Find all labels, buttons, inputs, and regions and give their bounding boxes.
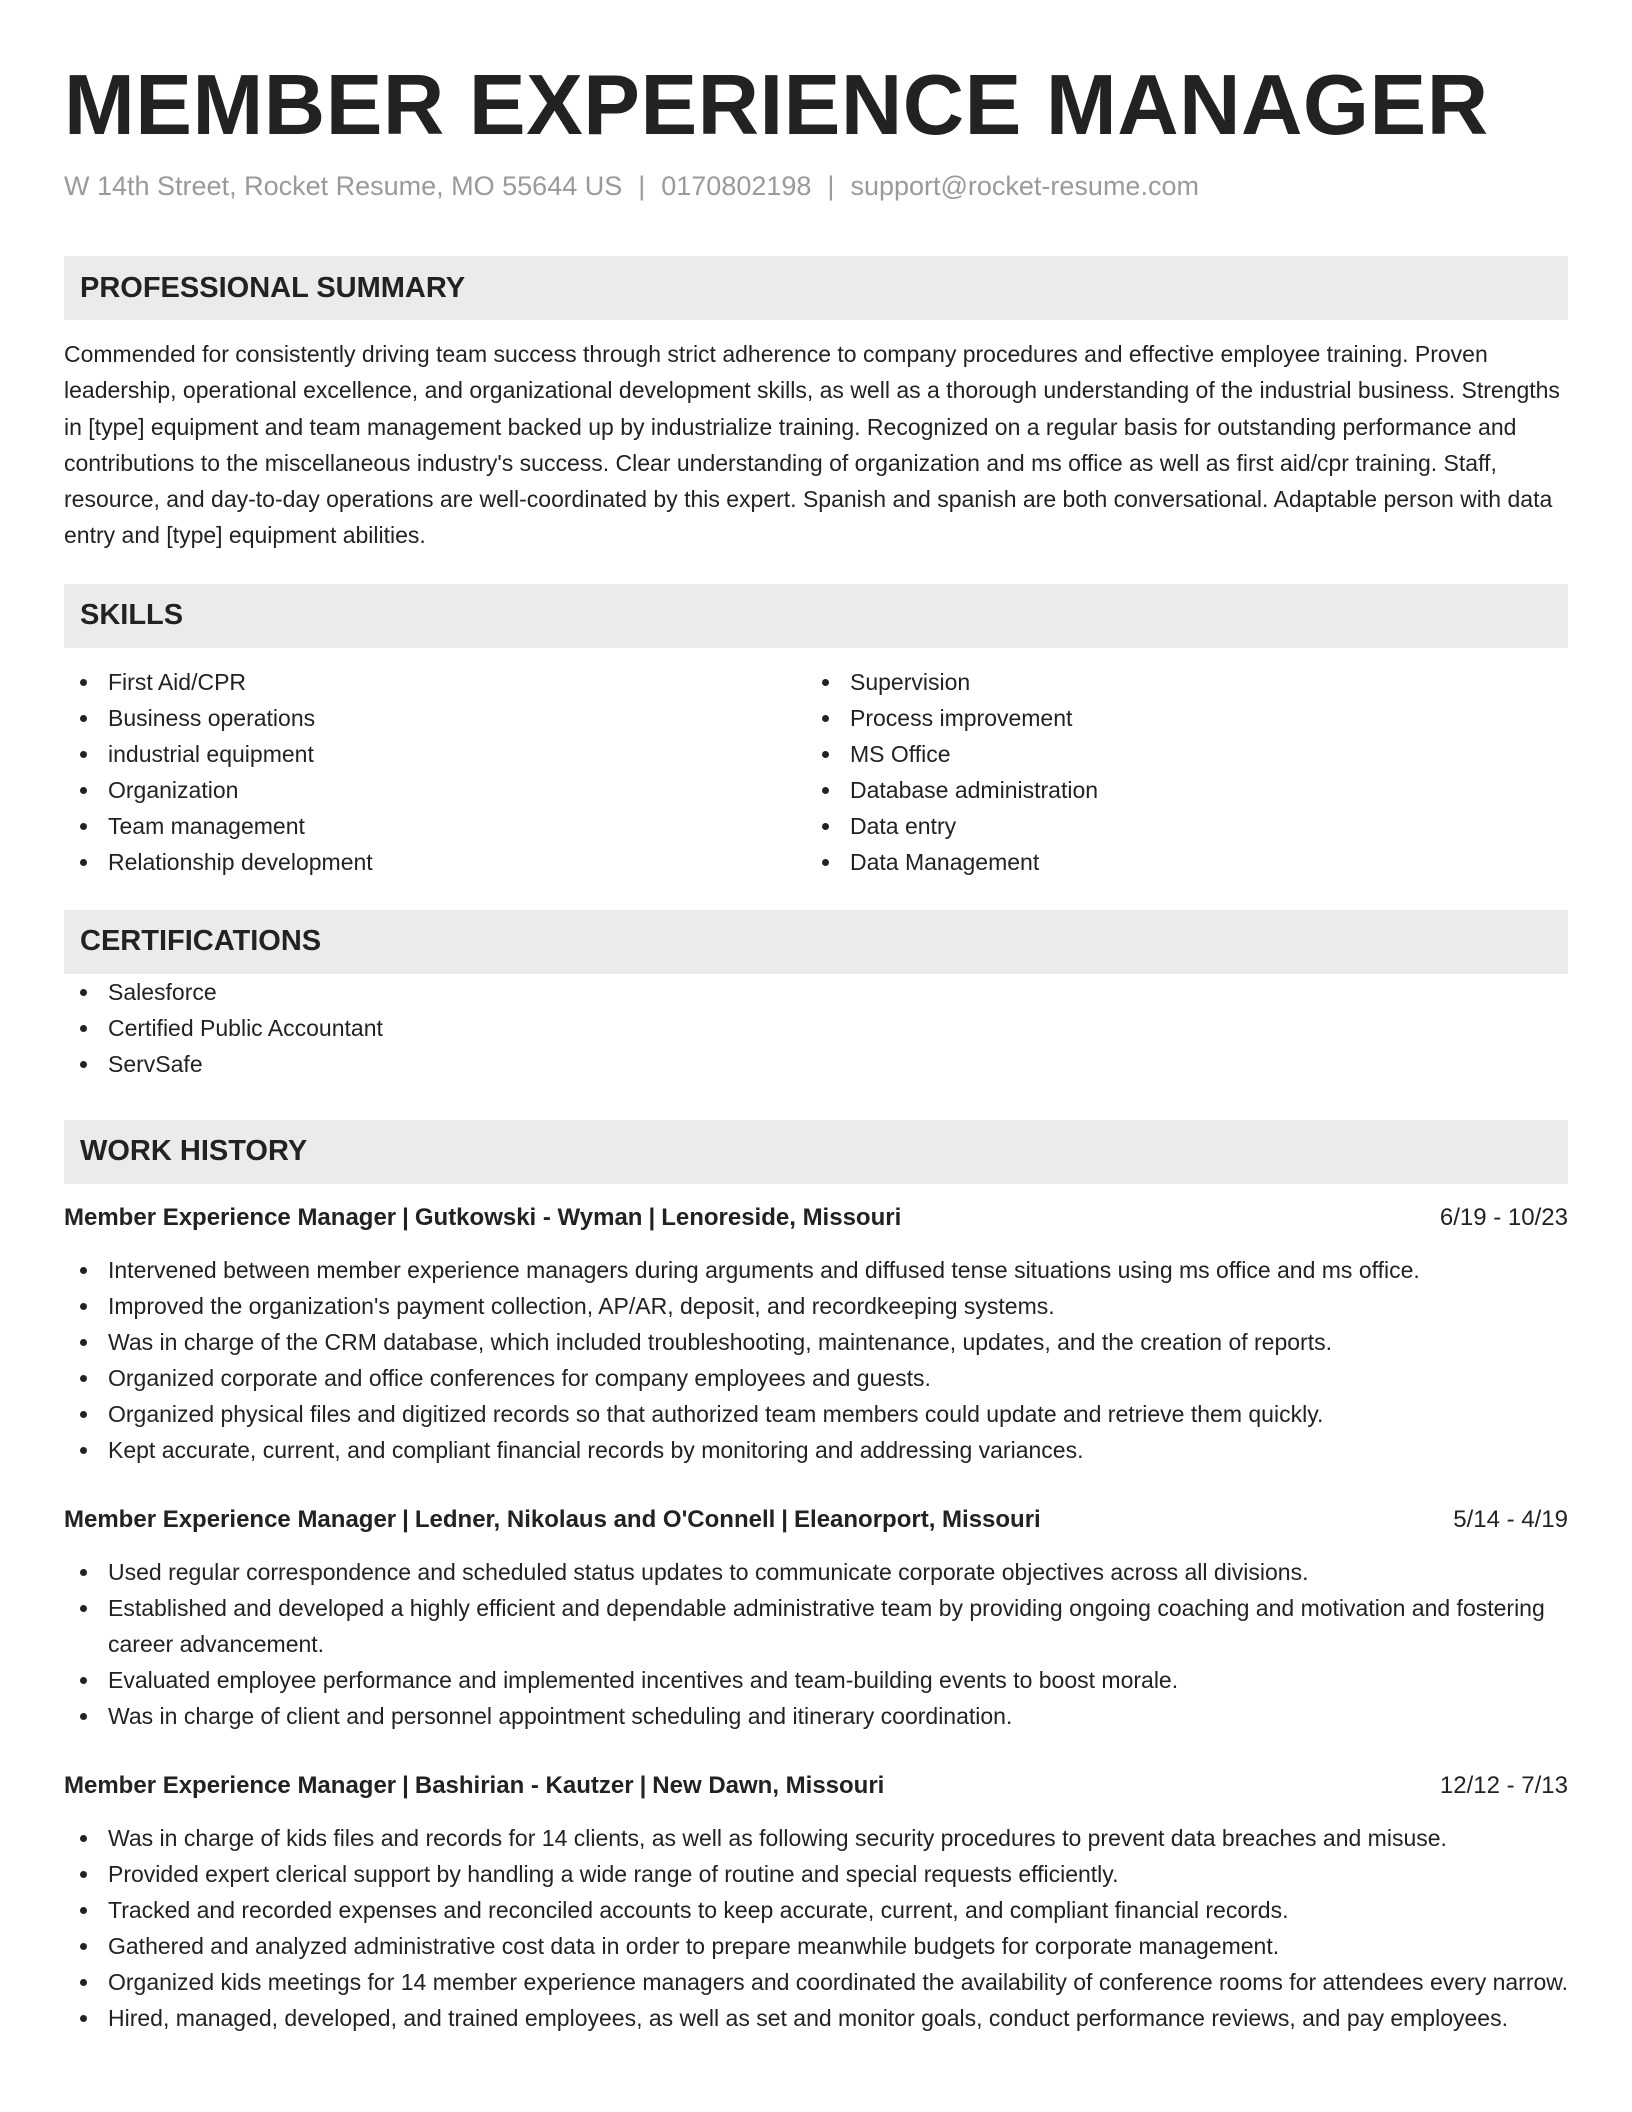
- job-bullet: Evaluated employee performance and implemented incentives and team-building events to boost morale.: [64, 1662, 1568, 1698]
- job-role: Member Experience Manager: [64, 1505, 397, 1533]
- job-bullet: Hired, managed, developed, and trained employees, as well as set and monitor goals, conduct performance reviews, and pay employees.: [64, 2000, 1568, 2036]
- job-bullet: Kept accurate, current, and compliant financial records by monitoring and addressing variances.: [64, 1432, 1568, 1468]
- job-location: Lenoreside, Missouri: [661, 1203, 902, 1231]
- job-heading: [64, 1200, 1568, 1236]
- job-bullet: Improved the organization's payment collection, AP/AR, deposit, and recordkeeping systems.: [64, 1288, 1568, 1324]
- certification-item: ServSafe: [64, 1046, 1568, 1082]
- contact-email[interactable]: support@rocket-resume.com: [850, 171, 1199, 201]
- summary-text: Commended for consistently driving team success through strict adherence to company procedures and effective employee training. Proven leadership, operational excellence, and organizational development skills, as well as a thorough understanding of the industrial business. Strengths in [type] equipment and team management backed up by industrialize training. Recognized on a regular basis for outstanding performance and contributions to the miscellaneous industry's success. Clear understanding of organization and ms office as well as first aid/cpr training. Staff, resource, and day-to-day operations are well-coordinated by this expert. Spanish and spanish are both conversational. Adaptable person with data entry and [type] equipment abilities.: [64, 341, 1560, 549]
- skill-item: Organization: [64, 772, 806, 808]
- job-role: Member Experience Manager: [64, 1771, 397, 1799]
- job-bullet: Organized physical files and digitized records so that authorized team members could update and retrieve them quickly.: [64, 1396, 1568, 1432]
- resume-page: [64, 0, 1568, 2036]
- job-company: Gutkowski - Wyman: [414, 1203, 643, 1231]
- section-header-certifications: CERTIFICATIONS: [64, 910, 1568, 974]
- job-company: Bashirian - Kautzer: [414, 1771, 634, 1799]
- contact-separator: |: [827, 171, 835, 201]
- job-bullet: Was in charge of kids files and records for 14 clients, as well as following security procedures to prevent data breaches and misuse.: [64, 1820, 1568, 1856]
- skill-item: Process improvement: [806, 700, 1548, 736]
- job-title-line: [64, 1200, 901, 1236]
- skill-item: industrial equipment: [64, 736, 806, 772]
- skills-column-left: [64, 664, 806, 880]
- skill-item: First Aid/CPR: [64, 664, 806, 700]
- skill-item: Business operations: [64, 700, 806, 736]
- certification-item: Certified Public Accountant: [64, 1010, 1568, 1046]
- job-dates: 12/12 - 7/13: [1439, 1771, 1568, 1799]
- job-entry: [64, 1200, 1568, 1468]
- job-bullet: Tracked and recorded expenses and reconciled accounts to keep accurate, current, and compliant financial records.: [64, 1892, 1568, 1928]
- job-title-line: [64, 1502, 1041, 1538]
- job-separator: |: [402, 1771, 409, 1799]
- section-header-skills: SKILLS: [64, 584, 1568, 648]
- job-bullets: [64, 1554, 1568, 1734]
- skill-item: MS Office: [806, 736, 1548, 772]
- job-bullet: Organized corporate and office conferences for company employees and guests.: [64, 1360, 1568, 1396]
- skill-item: Supervision: [806, 664, 1548, 700]
- skill-item: Data Management: [806, 844, 1548, 880]
- contact-line: [64, 168, 1568, 204]
- job-bullet: Provided expert clerical support by handling a wide range of routine and special requests efficiently.: [64, 1856, 1568, 1892]
- job-dates: 5/14 - 4/19: [1453, 1505, 1568, 1533]
- job-company: Ledner, Nikolaus and O'Connell: [414, 1505, 776, 1533]
- certifications-list: [64, 974, 1568, 1082]
- job-separator: |: [648, 1203, 656, 1231]
- job-bullet: Established and developed a highly efficient and dependable administrative team by providing ongoing coaching and motivation and fostering career advancement.: [64, 1590, 1568, 1662]
- job-bullet: Gathered and analyzed administrative cost data in order to prepare meanwhile budgets for corporate management.: [64, 1928, 1568, 1964]
- job-role: Member Experience Manager: [64, 1203, 397, 1231]
- job-dates: 6/19 - 10/23: [1439, 1203, 1568, 1231]
- job-title-line: [64, 1768, 884, 1804]
- skill-item: Relationship development: [64, 844, 806, 880]
- section-header-work-history: WORK HISTORY: [64, 1120, 1568, 1184]
- job-heading: [64, 1768, 1568, 1804]
- contact-address: W 14th Street, Rocket Resume, MO 55644 US: [64, 171, 623, 201]
- job-bullet: Was in charge of client and personnel appointment scheduling and itinerary coordination.: [64, 1698, 1568, 1734]
- skill-item: Team management: [64, 808, 806, 844]
- candidate-title: MEMBER EXPERIENCE MANAGER: [64, 58, 1489, 153]
- job-separator: |: [639, 1771, 647, 1799]
- job-separator: |: [781, 1505, 789, 1533]
- job-entry: [64, 1502, 1568, 1734]
- job-location: Eleanorport, Missouri: [794, 1505, 1041, 1533]
- job-heading: [64, 1502, 1568, 1538]
- job-location: New Dawn, Missouri: [652, 1771, 885, 1799]
- skills-list: [64, 664, 1568, 880]
- skill-item: Database administration: [806, 772, 1548, 808]
- job-separator: |: [402, 1505, 409, 1533]
- job-bullet: Organized kids meetings for 14 member experience managers and coordinated the availability of conference rooms for attendees every narrow.: [64, 1964, 1568, 2000]
- job-bullets: [64, 1820, 1568, 2036]
- skill-item: Data entry: [806, 808, 1548, 844]
- skills-column-right: [806, 664, 1548, 880]
- job-separator: |: [402, 1203, 409, 1231]
- job-bullet: Used regular correspondence and scheduled status updates to communicate corporate objectives across all divisions.: [64, 1554, 1568, 1590]
- section-header-summary: PROFESSIONAL SUMMARY: [64, 256, 1568, 320]
- job-entry: [64, 1768, 1568, 2036]
- contact-separator: |: [638, 171, 646, 201]
- job-bullet: Was in charge of the CRM database, which included troubleshooting, maintenance, updates, and the creation of reports.: [64, 1324, 1568, 1360]
- job-bullets: [64, 1252, 1568, 1468]
- contact-phone[interactable]: 0170802198: [661, 171, 812, 201]
- certification-item: Salesforce: [64, 974, 1568, 1010]
- job-bullet: Intervened between member experience managers during arguments and diffused tense situations using ms office and ms office.: [64, 1252, 1568, 1288]
